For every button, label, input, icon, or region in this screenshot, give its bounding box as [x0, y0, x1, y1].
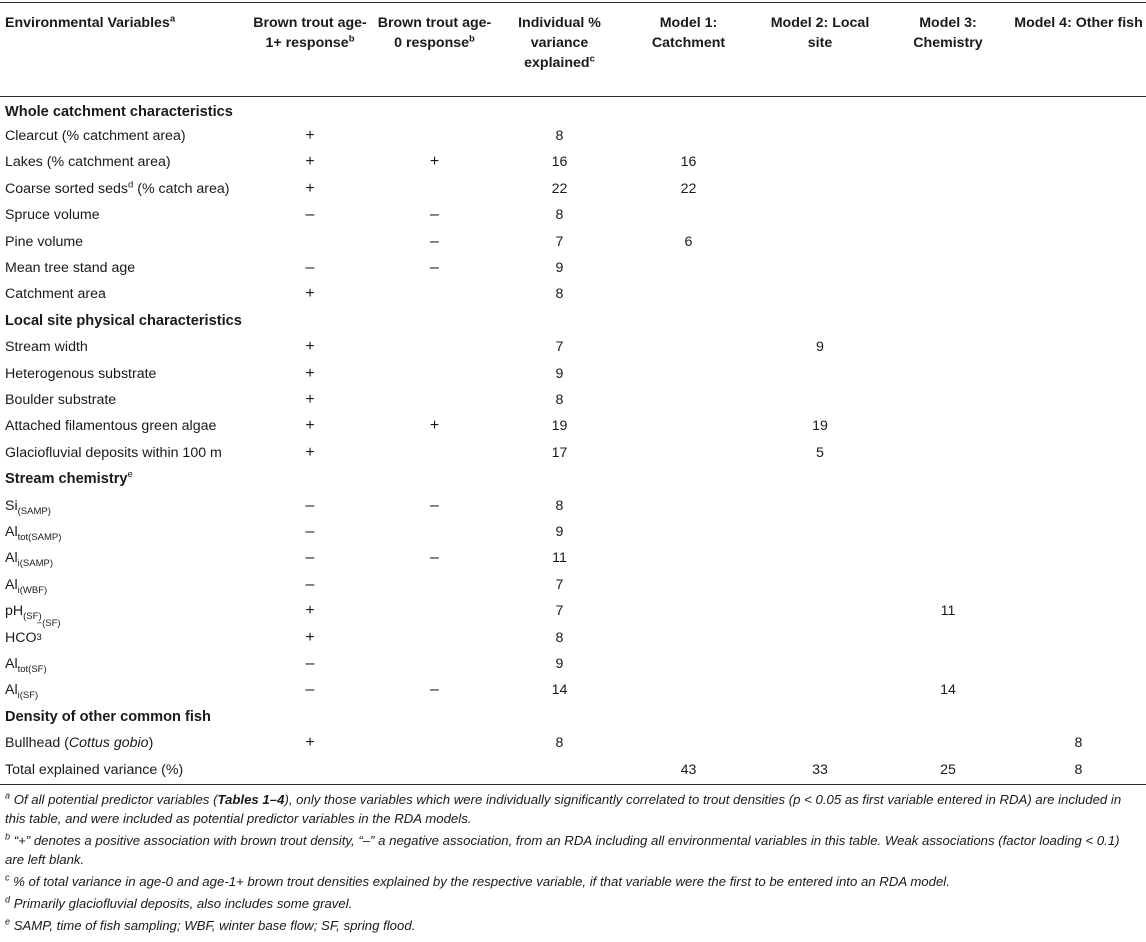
- table-row: [0, 387, 1146, 413]
- cell-m1: [622, 387, 755, 413]
- cell-m1: 16: [680, 154, 697, 171]
- cell-age0: [372, 756, 497, 784]
- row-label: $Al_{tot(SAMP)}$: [5, 523, 62, 543]
- cell-m2: [755, 255, 885, 281]
- cell-m4: [1011, 492, 1146, 518]
- cell-m4: [1011, 440, 1146, 466]
- cell-m3: [885, 624, 1011, 650]
- cell-age0: [372, 281, 497, 307]
- row-label: Stream width: [5, 339, 88, 356]
- cell-m1: [622, 360, 755, 386]
- cell-age1: +: [305, 443, 315, 461]
- cell-age0: [372, 176, 497, 202]
- cell-m1: [622, 598, 755, 624]
- cell-m4: [1011, 360, 1146, 386]
- cell-m4: [1011, 624, 1146, 650]
- cell-age0: [372, 519, 497, 545]
- cell-m1: [622, 519, 755, 545]
- row-label: Spruce volume: [5, 207, 100, 224]
- cell-m3: [885, 492, 1011, 518]
- cell-age0: [372, 123, 497, 149]
- table-row: [0, 440, 1146, 466]
- cell-m3: [885, 545, 1011, 571]
- cell-m2: 5: [816, 444, 824, 461]
- cell-age1: +: [305, 153, 315, 171]
- cell-age1: –: [305, 549, 315, 567]
- table-row: [0, 176, 1146, 202]
- footnote-e: $^e$ SAMP, time of fish sampling; WBF, winter base flow; SF, spring flood.: [5, 916, 416, 933]
- cell-m3: [885, 440, 1011, 466]
- cell-m3: [885, 519, 1011, 545]
- cell-m4: [1011, 123, 1146, 149]
- cell-m2: [755, 730, 885, 756]
- cell-age0: [372, 624, 497, 650]
- cell-m2: [755, 519, 885, 545]
- cell-age0: [372, 387, 497, 413]
- cell-pct: 7: [555, 233, 564, 250]
- cell-age1: +: [305, 734, 315, 752]
- cell-m3: 25: [940, 762, 956, 779]
- row-label: Coarse sorted seds$^d$ (% catch area): [5, 179, 230, 197]
- row-label: $pH_{(SF)}$: [5, 603, 42, 622]
- cell-age0: [372, 572, 497, 598]
- table-row: [0, 202, 1146, 228]
- cell-m3: [885, 413, 1011, 439]
- footnote-a: $^a$ Of all potential predictor variables (Tables 1–4), only those variables which were individually significantly correlated to trout densities (p < 0.05 as first variable entered in RDA) are included in this table, and were included as potential predictor variables in the RDA models.: [5, 790, 1122, 826]
- cell-m1: [622, 677, 755, 703]
- cell-m4: [1011, 598, 1146, 624]
- table-row: [0, 730, 1146, 756]
- cell-m3: [885, 228, 1011, 254]
- cell-m3: [885, 123, 1011, 149]
- cell-pct: 7: [555, 576, 564, 593]
- table-row: [0, 651, 1146, 677]
- header-age1-response: Brown trout age-1+ response$^b$: [253, 15, 367, 51]
- cell-age0: +: [429, 417, 440, 435]
- cell-age0: –: [430, 496, 439, 514]
- footnote-c: $^c$ % of total variance in age-0 and age-1+ brown trout densities explained by the respective variable, if that variable were the first to be entered into an RDA model.: [5, 872, 950, 889]
- table-row: [0, 572, 1146, 598]
- table-footnotes: [0, 785, 1146, 935]
- cell-pct: [497, 756, 622, 784]
- table-row: [0, 334, 1146, 360]
- cell-pct: 19: [551, 418, 568, 435]
- cell-age1: +: [305, 628, 315, 646]
- cell-pct: 9: [555, 260, 564, 277]
- cell-age1: [248, 756, 372, 784]
- row-label: $Al_{i(WBF)}$: [5, 576, 48, 596]
- cell-m2: [755, 149, 885, 175]
- cell-m4: [1011, 519, 1146, 545]
- footnote-d: $^d$ Primarily glaciofluvial deposits, also includes some gravel.: [5, 894, 353, 911]
- cell-m4: [1011, 572, 1146, 598]
- cell-m4: [1011, 413, 1146, 439]
- cell-pct: 8: [555, 497, 564, 514]
- cell-m4: [1011, 202, 1146, 228]
- section-row: [0, 308, 1146, 334]
- section-row: [0, 703, 1146, 729]
- cell-age1: +: [305, 390, 315, 408]
- row-label: $Al_{tot(SF)}$: [5, 655, 47, 675]
- header-row: [0, 3, 1146, 97]
- cell-age0: –: [430, 681, 439, 699]
- row-label: $Si_{(SAMP)}$: [5, 497, 51, 517]
- table-row: [0, 228, 1146, 254]
- cell-age0: [372, 651, 497, 677]
- cell-m1: 6: [684, 233, 693, 250]
- row-label: HCO −(SF) 3: [5, 617, 61, 646]
- cell-age1: +: [305, 417, 315, 435]
- cell-age1: –: [305, 522, 315, 540]
- cell-m1: 22: [680, 180, 697, 197]
- row-label: Pine volume: [5, 233, 84, 250]
- cell-pct: 9: [555, 365, 564, 382]
- row-label: Glaciofluvial deposits within 100 m: [5, 444, 222, 461]
- cell-age0: [372, 334, 497, 360]
- header-model2: Model 2: Local site: [770, 15, 870, 51]
- row-label: Catchment area: [5, 286, 106, 303]
- cell-m3: [885, 572, 1011, 598]
- cell-age1: +: [305, 602, 315, 620]
- section-row: [0, 466, 1146, 492]
- cell-pct: 8: [555, 629, 564, 646]
- cell-m4: [1011, 545, 1146, 571]
- cell-m2: [755, 228, 885, 254]
- cell-age0: [372, 730, 497, 756]
- cell-m4: 8: [1074, 762, 1083, 779]
- cell-pct: 8: [555, 207, 564, 224]
- cell-age1: –: [305, 259, 315, 277]
- row-label: Mean tree stand age: [5, 260, 136, 277]
- cell-age1: +: [305, 179, 315, 197]
- cell-m2: [755, 387, 885, 413]
- cell-m4: [1011, 255, 1146, 281]
- cell-age1: –: [305, 496, 315, 514]
- section-heading-local: Local site physical characteristics: [5, 312, 242, 329]
- table-row: [0, 598, 1146, 624]
- header-model3: Model 3: Chemistry: [913, 15, 983, 51]
- cell-m4: [1011, 651, 1146, 677]
- cell-m4: [1011, 387, 1146, 413]
- cell-age1: +: [305, 285, 315, 303]
- cell-m3: [885, 149, 1011, 175]
- cell-pct: 8: [555, 286, 564, 303]
- cell-m1: [622, 440, 755, 466]
- section-row: [0, 97, 1146, 123]
- table-row: [0, 255, 1146, 281]
- cell-m2: [755, 123, 885, 149]
- section-heading-catchment: Whole catchment characteristics: [5, 103, 233, 120]
- cell-m1: [622, 545, 755, 571]
- row-label: Total explained variance (%): [5, 762, 184, 779]
- cell-age1: –: [305, 575, 315, 593]
- table-row: [0, 123, 1146, 149]
- cell-pct: 9: [555, 655, 564, 672]
- cell-m2: 33: [812, 762, 828, 779]
- cell-age0: [372, 598, 497, 624]
- cell-m1: [622, 730, 755, 756]
- cell-m1: [622, 572, 755, 598]
- row-label: $Al_{i(SF)}$: [5, 682, 39, 702]
- row-label: Boulder substrate: [5, 391, 117, 408]
- cell-m3: 11: [940, 603, 956, 620]
- cell-m4: [1011, 228, 1146, 254]
- cell-m2: [755, 545, 885, 571]
- cell-age1: +: [305, 364, 315, 382]
- cell-m2: [755, 598, 885, 624]
- section-heading-chemistry: Stream chemistry$^e$: [5, 469, 133, 488]
- cell-age1: –: [305, 206, 315, 224]
- table-row: [0, 677, 1146, 703]
- section-heading-fish: Density of other common fish: [5, 708, 211, 725]
- header-age0-response: Brown trout age-0 response$^b$: [377, 15, 492, 51]
- cell-pct: 8: [555, 735, 564, 752]
- cell-m2: [755, 202, 885, 228]
- header-env-variables: Environmental Variables$^a$: [5, 13, 176, 31]
- cell-m4: [1011, 149, 1146, 175]
- cell-m4: [1011, 176, 1146, 202]
- cell-m1: [622, 492, 755, 518]
- header-model1: Model 1: Catchment: [651, 15, 726, 51]
- cell-m3: [885, 360, 1011, 386]
- cell-pct: 14: [551, 682, 568, 699]
- total-row: [0, 756, 1146, 784]
- cell-m1: [622, 334, 755, 360]
- cell-m1: [622, 624, 755, 650]
- cell-pct: 17: [551, 444, 568, 461]
- cell-m4: 8: [1074, 735, 1083, 752]
- cell-m1: [622, 123, 755, 149]
- cell-m1: [622, 202, 755, 228]
- cell-age0: [372, 360, 497, 386]
- cell-m4: [1011, 281, 1146, 307]
- row-label: Bullhead (Cottus gobio): [5, 735, 154, 752]
- cell-m1: [622, 413, 755, 439]
- cell-age0: –: [430, 206, 439, 224]
- cell-m3: [885, 255, 1011, 281]
- table-row: [0, 545, 1146, 571]
- header-individual-variance: Individual % variance explained$^c$: [518, 15, 601, 71]
- cell-age0: [372, 440, 497, 466]
- cell-pct: 11: [552, 550, 567, 567]
- cell-m4: [1011, 677, 1146, 703]
- cell-pct: 9: [555, 523, 564, 540]
- row-label: Heterogenous substrate: [5, 365, 157, 382]
- row-label: Attached filamentous green algae: [5, 418, 217, 435]
- cell-age1: –: [305, 654, 315, 672]
- cell-m2: [755, 492, 885, 518]
- table-row: [0, 519, 1146, 545]
- cell-age0: –: [430, 232, 439, 250]
- cell-pct: 7: [555, 603, 564, 620]
- cell-m1: [622, 651, 755, 677]
- row-label: $Al_{i(SAMP)}$: [5, 550, 53, 570]
- cell-m3: [885, 651, 1011, 677]
- cell-age1: [248, 228, 372, 254]
- cell-age0: –: [430, 259, 439, 277]
- cell-m2: [755, 281, 885, 307]
- row-label: Lakes (% catchment area): [5, 154, 171, 171]
- cell-pct: 7: [555, 339, 564, 356]
- cell-m1: [622, 281, 755, 307]
- cell-m3: [885, 387, 1011, 413]
- cell-age0: +: [429, 153, 440, 171]
- table-row: [0, 624, 1146, 650]
- cell-m3: [885, 281, 1011, 307]
- footnote-b: $^b$ “+” denotes a positive association with brown trout density, “–” a negative association, from an RDA including all environmental variables in this table. Weak associations (factor loading < 0.1) are left blank.: [5, 831, 1120, 867]
- table-row: [0, 149, 1146, 175]
- cell-m3: [885, 334, 1011, 360]
- cell-m2: [755, 360, 885, 386]
- cell-age1: +: [305, 127, 315, 145]
- cell-m2: [755, 624, 885, 650]
- cell-age1: +: [305, 338, 315, 356]
- table-row: [0, 413, 1146, 439]
- header-model4: Model 4: Other fish: [1014, 15, 1143, 31]
- cell-m3: [885, 730, 1011, 756]
- cell-m3: 14: [940, 682, 956, 699]
- table-row: [0, 492, 1146, 518]
- cell-pct: 22: [551, 180, 568, 197]
- cell-m4: [1011, 334, 1146, 360]
- table-row: [0, 281, 1146, 307]
- cell-age0: –: [430, 549, 439, 567]
- cell-m2: [755, 572, 885, 598]
- cell-m2: 19: [812, 418, 828, 435]
- cell-m1: [622, 255, 755, 281]
- cell-age1: –: [305, 681, 315, 699]
- data-table: [0, 2, 1146, 785]
- cell-pct: 8: [555, 128, 564, 145]
- cell-m2: [755, 176, 885, 202]
- cell-m2: 9: [816, 339, 824, 356]
- row-label: Clearcut (% catchment area): [5, 128, 186, 145]
- cell-m3: [885, 202, 1011, 228]
- cell-m2: [755, 651, 885, 677]
- table-row: [0, 360, 1146, 386]
- cell-m1: 43: [680, 762, 697, 779]
- cell-pct: 16: [551, 154, 568, 171]
- cell-pct: 8: [555, 391, 564, 408]
- cell-m2: [755, 677, 885, 703]
- cell-m3: [885, 176, 1011, 202]
